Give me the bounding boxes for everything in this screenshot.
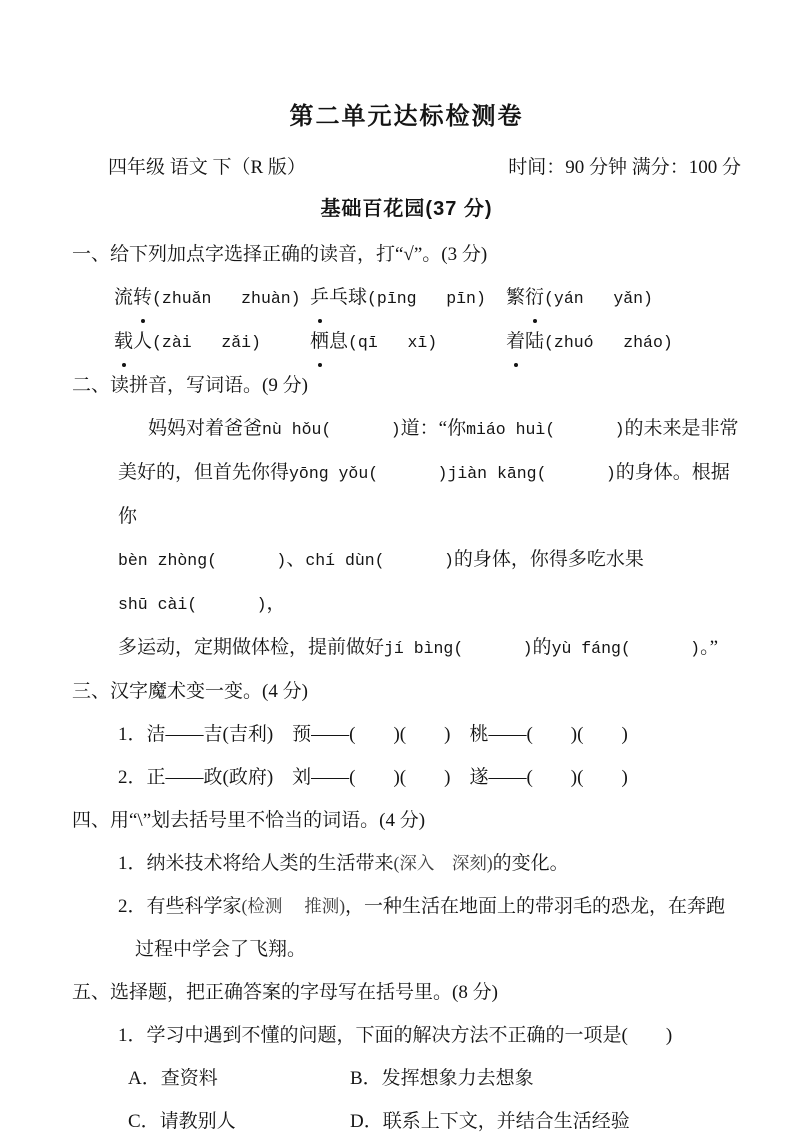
q2-line-4: 多运动，定期做体检，提前做好jí bìng( )的yù fáng( )。” — [118, 637, 719, 658]
pinyin-blank: shū cài( ) — [118, 595, 267, 614]
q4-item-1: 1．纳米技术将给人类的生活带来(深入 深刻)的变化。 — [118, 853, 569, 874]
pinyin-blank: bèn zhòng( ) — [118, 551, 287, 570]
pinyin-choices: (zhuǎn zhuàn) — [152, 289, 301, 308]
option-c: C．请教别人 — [128, 1111, 236, 1132]
pinyin-blank: yōng yǒu( ) — [289, 464, 448, 483]
pinyin-blank: jí bìng( ) — [384, 639, 533, 658]
pinyin-choices: (zài zǎi) — [152, 333, 261, 352]
q1-row-1 — [72, 276, 741, 320]
pinyin-choices: (qī xī) — [348, 333, 438, 352]
q3-heading: 三、汉字魔术变一变。(4 分) — [72, 681, 308, 702]
q1-item-3: 繁衍(yán yǎn) — [506, 276, 741, 320]
q1-heading: 一、给下列加点字选择正确的读音，打“√”。(3 分) — [72, 244, 488, 265]
option-b: B．发挥想象力去想象 — [350, 1068, 534, 1089]
pinyin-blank: jiàn kāng( ) — [447, 464, 616, 483]
word-choice: (检测 推测) — [241, 896, 346, 916]
time-score-label: 时间：90 分钟 满分：100 分 — [508, 157, 741, 178]
page-title: 第二单元达标检测卷 — [289, 103, 524, 130]
q3-row-2: 2．正——政(政府) 刘——( )( ) 遂——( )( ) — [118, 767, 628, 788]
pinyin-blank: nù hǒu( ) — [262, 420, 401, 439]
q1-row-2 — [72, 320, 741, 364]
q4-item-2: 2．有些科学家(检测 推测)，一种生活在地面上的带羽毛的恐龙，在奔跑过程中学会了飞翔。 — [118, 896, 726, 960]
dotted-char: 乒 — [310, 276, 329, 319]
word-choice: (深入 深刻) — [393, 853, 493, 873]
option-d: D．联系上下文，并结合生活经验 — [350, 1111, 630, 1132]
q5-options-row-1 — [72, 1057, 741, 1100]
q5-heading: 五、选择题，把正确答案的字母写在括号里。(8 分) — [72, 982, 498, 1003]
q2-heading: 二、读拼音，写词语。(9 分) — [72, 375, 308, 396]
q4-heading: 四、用“\”划去括号里不恰当的词语。(4 分) — [72, 810, 426, 831]
dotted-char: 载 — [114, 320, 133, 363]
q2-line-2: 美好的，但首先你得yōng yǒu( )jiàn kāng( )的身体。根据你 — [118, 462, 730, 527]
pinyin-choices: (pīng pīn) — [367, 289, 486, 308]
grade-subject-label: 四年级 语文 下（R 版） — [108, 157, 306, 178]
pinyin-blank: chí dùn( ) — [305, 551, 454, 570]
pinyin-blank: yù fáng( ) — [551, 639, 701, 658]
paper-content — [72, 233, 741, 1143]
q3-row-1: 1．洁——吉(吉利) 预——( )( ) 桃——( )( ) — [118, 724, 628, 745]
q1-item-6: 着陆(zhuó zháo) — [506, 320, 741, 364]
dotted-char: 着 — [506, 320, 525, 363]
option-a: A．查资料 — [128, 1068, 218, 1089]
section-header: 基础百花园(37 分) — [320, 198, 493, 220]
q2-line-1: 妈妈对着爸爸nù hǒu( )道：“你miáo huì( )的未来是非常 — [148, 418, 739, 439]
q5-question-1: 1．学习中遇到不懂的问题，下面的解决方法不正确的一项是( ) — [118, 1025, 673, 1046]
pinyin-choices: (zhuó zháo) — [544, 333, 673, 352]
q1-item-2: 乒乓球(pīng pīn) — [310, 276, 506, 320]
dotted-char: 衍 — [525, 276, 544, 319]
pinyin-blank: miáo huì( ) — [466, 420, 625, 439]
pinyin-choices: (yán yǎn) — [544, 289, 653, 308]
q2-line-3: bèn zhòng( )、chí dùn( )的身体，你得多吃水果shū cài( )， — [118, 549, 644, 614]
q1-item-4: 载人(zài zǎi) — [114, 320, 310, 364]
meta-row — [72, 152, 741, 179]
q1-item-5: 栖息(qī xī) — [310, 320, 506, 364]
dotted-char: 转 — [133, 276, 152, 319]
q1-item-1: 流转(zhuǎn zhuàn) — [114, 276, 310, 320]
dotted-char: 栖 — [310, 320, 329, 363]
